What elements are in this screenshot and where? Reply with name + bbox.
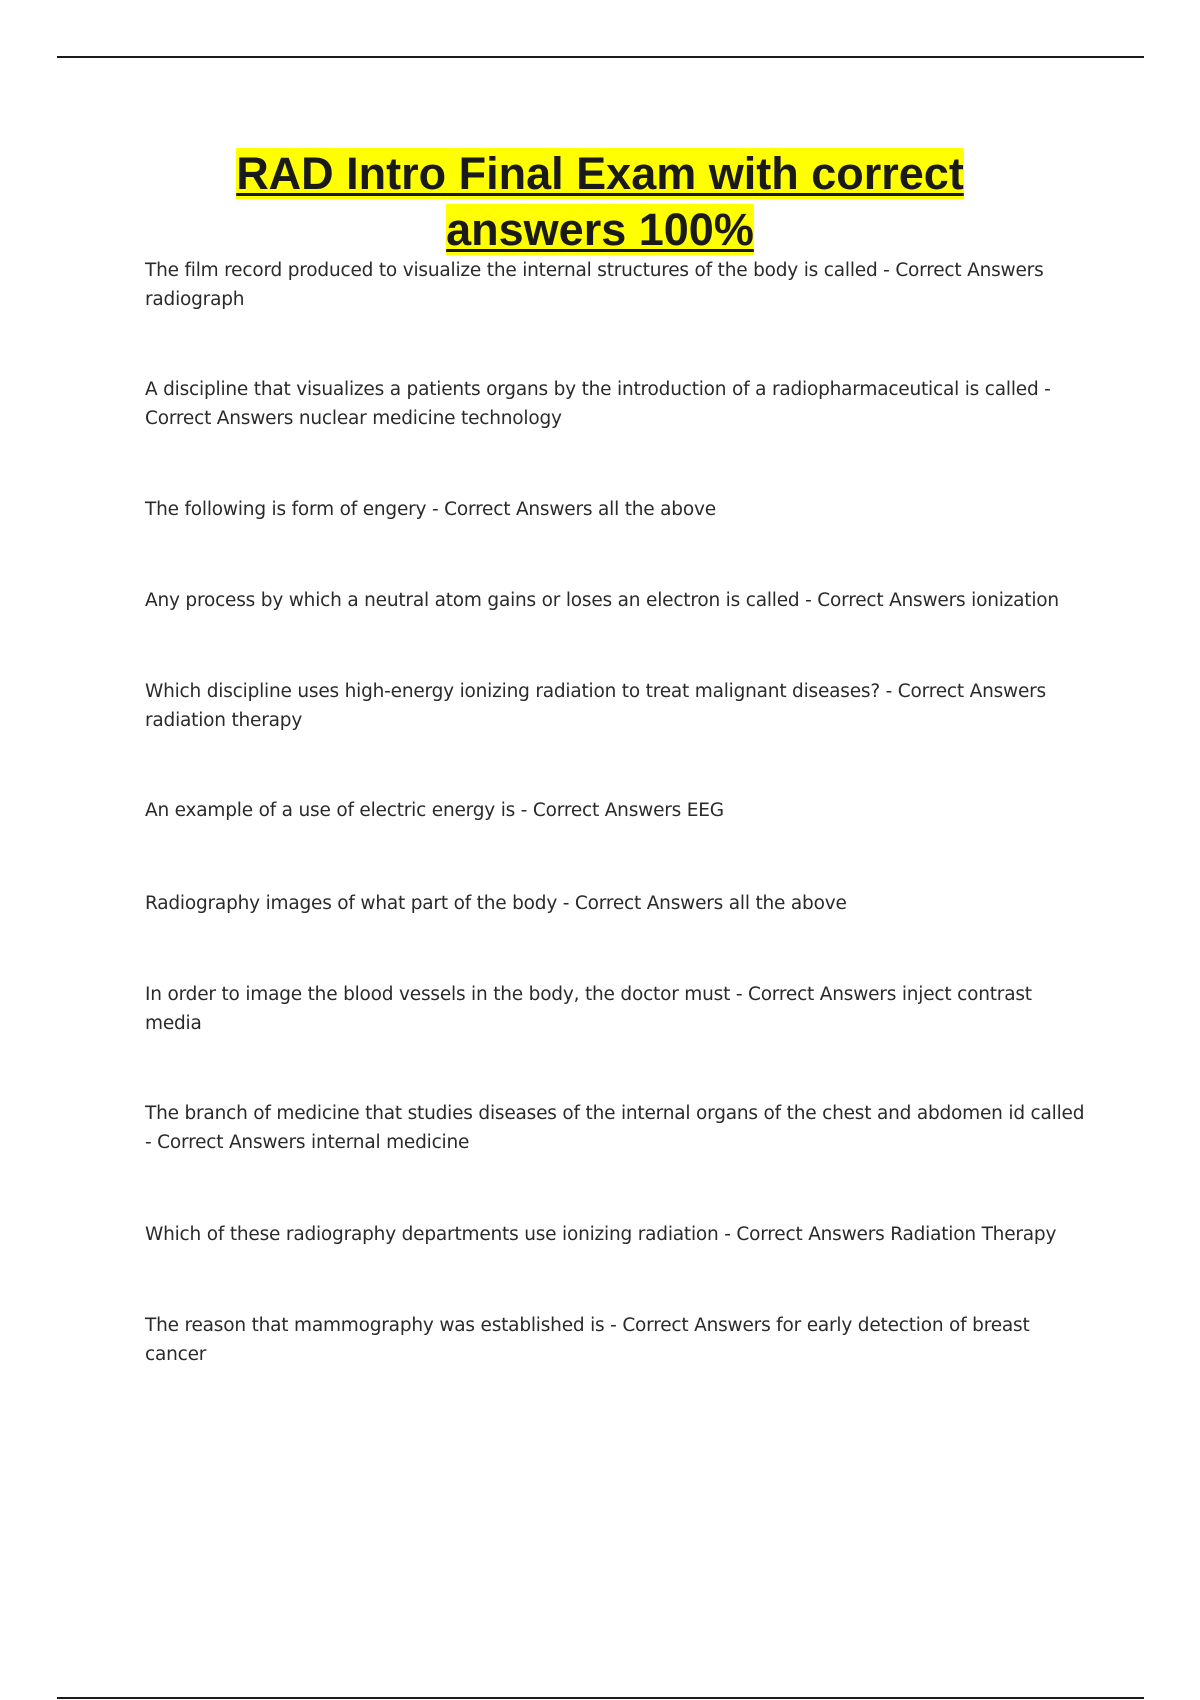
header-rule [57, 56, 1144, 58]
qa-item: Radiography images of what part of the body - Correct Answers all the above [145, 893, 847, 914]
qa-item: Any process by which a neutral atom gains or loses an electron is called - Correct Answers ionization [145, 590, 1059, 611]
qa-item: The film record produced to visualize the internal structures of the body is called - Correct Answers radiograph [145, 260, 1044, 310]
qa-item: The reason that mammography was established is - Correct Answers for early detection of breast cancer [145, 1315, 1030, 1365]
qa-item: The branch of medicine that studies diseases of the internal organs of the chest and abdomen id called - Correct Answers internal medicine [145, 1103, 1085, 1153]
qa-item: Which discipline uses high-energy ionizing radiation to treat malignant diseases? - Correct Answers radiation therapy [145, 681, 1046, 731]
question-answer-list [145, 256, 1090, 1371]
qa-item: An example of a use of electric energy is - Correct Answers EEG [145, 800, 724, 821]
document-title: RAD Intro Final Exam with correct answers 100% [236, 148, 964, 255]
footer-rule [57, 1697, 1144, 1699]
qa-item: The following is form of engery - Correct Answers all the above [145, 499, 716, 520]
qa-item: In order to image the blood vessels in the body, the doctor must - Correct Answers inject contrast media [145, 984, 1032, 1034]
title-block [0, 146, 1200, 258]
qa-item: A discipline that visualizes a patients organs by the introduction of a radiopharmaceutical is called - Correct Answers nuclear medicine technology [145, 379, 1051, 429]
qa-item: Which of these radiography departments use ionizing radiation - Correct Answers Radiation Therapy [145, 1224, 1057, 1245]
